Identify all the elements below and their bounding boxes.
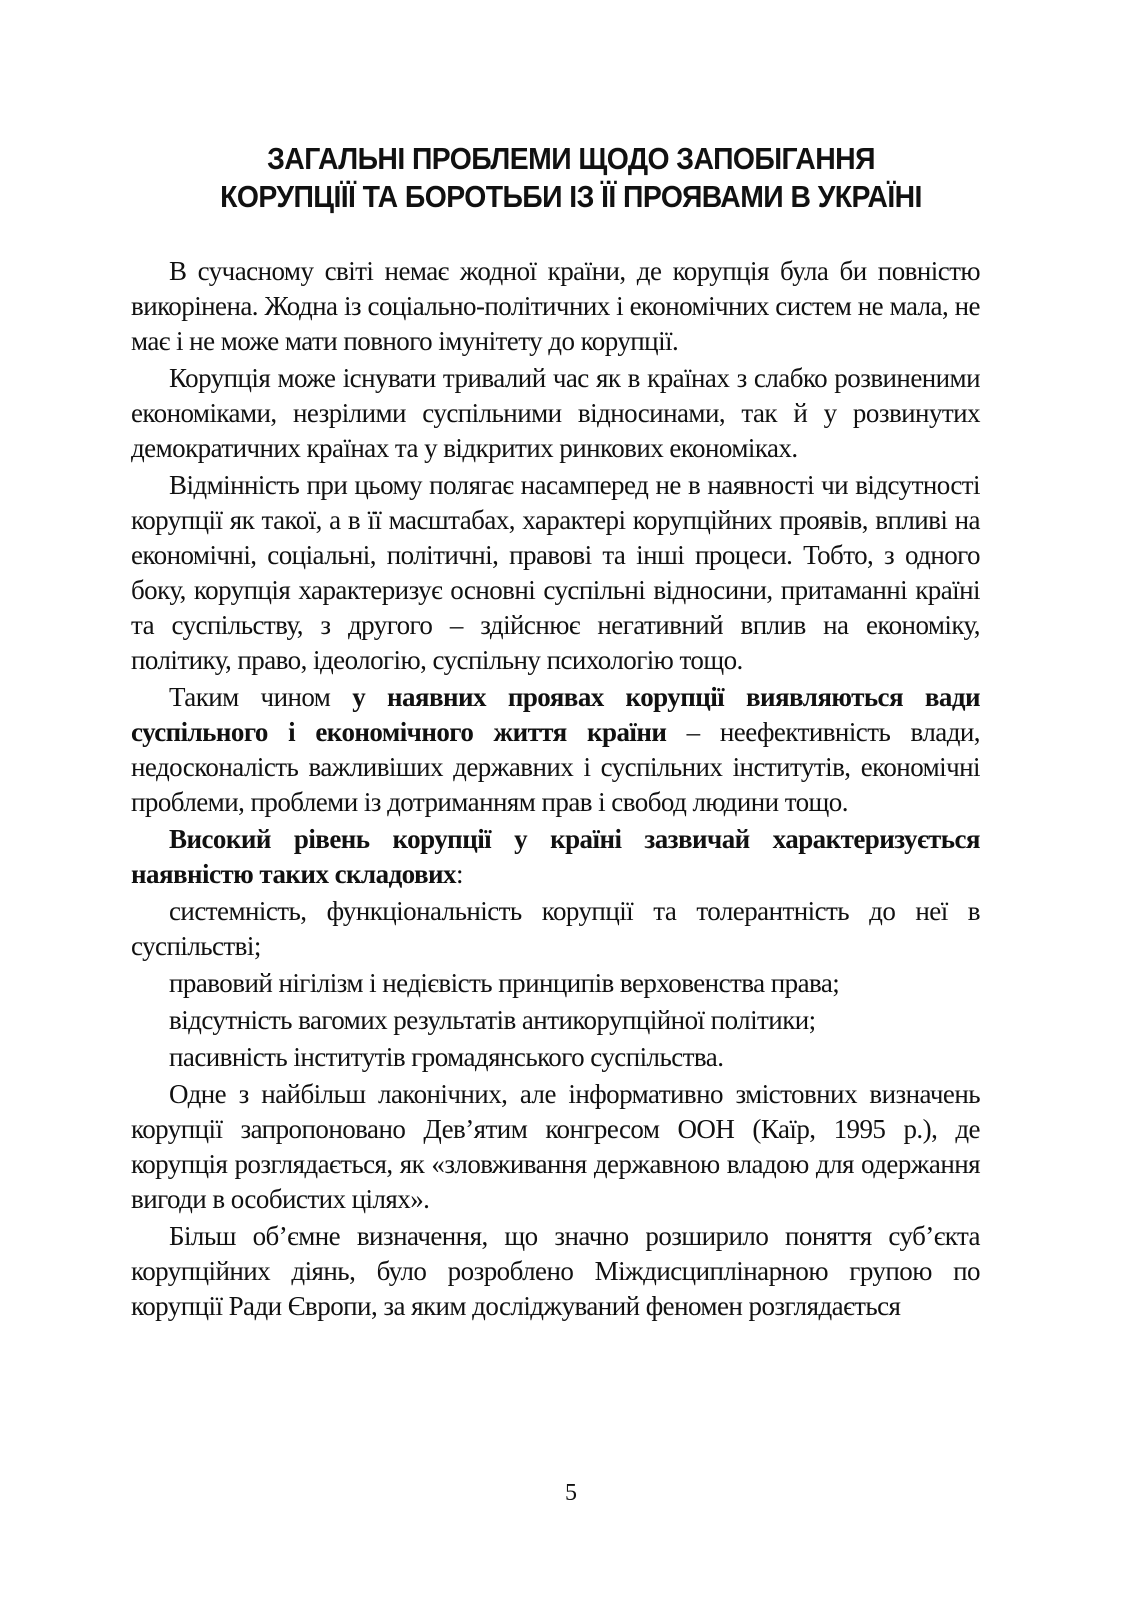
paragraph-4-lead: Таким чином — [169, 682, 353, 712]
paragraph-5 — [131, 822, 980, 892]
paragraph-2: Корупція може існувати тривалий час як в країнах з слабко розвиненими економіками, незрілими суспільними відносинами, так й у розвинутих демократичних країнах та у відкритих ринкових економіках. — [131, 363, 980, 463]
page-title — [152, 140, 991, 216]
list-item: системність, функціональність корупції та толерантність до неї в суспільстві; — [131, 896, 980, 961]
list-item: правовий нігілізм і недієвість принципів верховенства права; — [169, 968, 840, 998]
paragraph-4-rest: – неефективність влади, недосконалість важливіших державних і суспільних інститутів, економічні проблеми, проблеми із дотриманням прав і свобод людини тощо. — [131, 717, 980, 817]
paragraph-1: В сучасному світі немає жодної країни, де корупція була би повністю викорінена. Жодна із соціально-політичних і економічних систем не мала, не має і не може мати повного імунітету до корупції. — [131, 256, 980, 356]
paragraph-4 — [131, 680, 980, 820]
paragraph-5-rest: : — [455, 859, 463, 889]
title-line-1: ЗАГАЛЬНІ ПРОБЛЕМИ ЩОДО ЗАПОБІГАННЯ — [267, 142, 875, 176]
title-line-2: КОРУПЦІЇЇ ТА БОРОТЬБИ ІЗ ЇЇ ПРОЯВАМИ В УКРАЇНІ — [220, 180, 922, 214]
paragraph-5-emphasis: Високий рівень корупції у країні зазвичай характеризується наявністю таких складових — [131, 824, 980, 889]
page-number: 5 — [565, 1480, 577, 1506]
paragraph-6: Одне з найбільш лаконічних, але інформативно змістовних визначень корупції запропоновано Дев’ятим конгресом ООН (Каїр, 1995 р.), де корупція розглядається, як «зловживання державною владою для одержання вигоди в особистих цілях». — [131, 1079, 980, 1214]
list-item: відсутність вагомих результатів антикорупційної політики; — [169, 1005, 816, 1035]
paragraph-3: Відмінність при цьому полягає насамперед не в наявності чи відсутності корупції як такої, а в її масштабах, характері корупційних проявів, впливі на економічні, соціальні, політичні, правові та інші процеси. Тобто, з одного боку, корупція характеризує основні суспільні відносини, притаманні країні та суспільству, з другого – здійснює негативний вплив на економіку, політику, право, ідеологію, суспільну психологію тощо. — [131, 470, 980, 675]
paragraph-4-emphasis: у наявних проявах корупції виявляються вади суспільного і економічного життя країни — [131, 682, 980, 747]
document-body — [131, 254, 980, 1326]
paragraph-7: Більш об’ємне визначення, що значно розширило поняття суб’єкта корупційних діянь, було розроблено Міждисциплінарною групою по корупції Ради Європи, за яким досліджуваний феномен розглядається — [131, 1221, 980, 1321]
list-item: пасивність інститутів громадянського суспільства. — [169, 1042, 724, 1072]
